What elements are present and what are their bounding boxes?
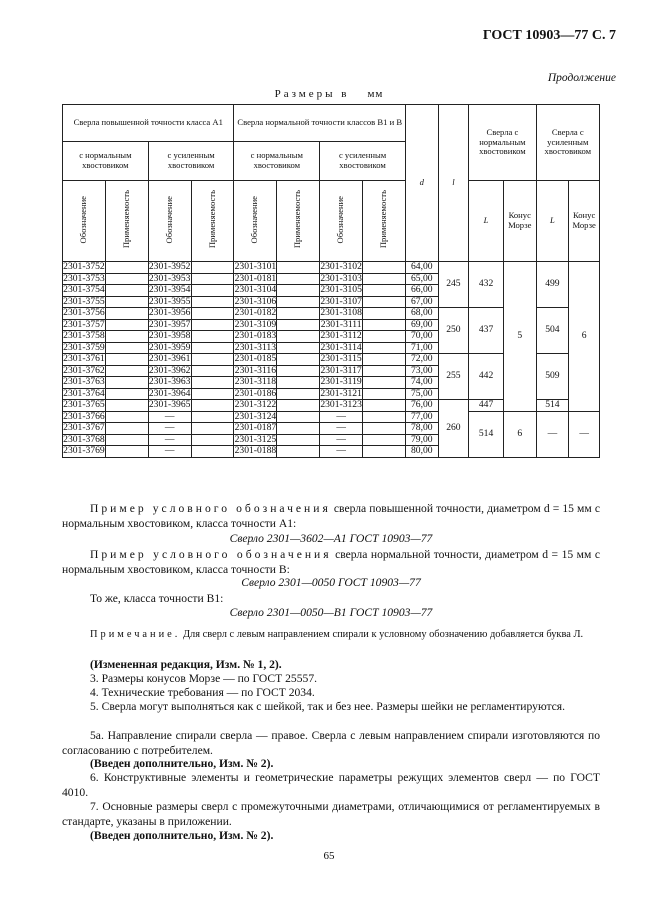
d-symbol: d <box>419 177 424 188</box>
item-3: 3. Размеры конусов Морзе — по ГОСТ 25557. <box>90 672 318 685</box>
code-cell: 2301-3752 <box>63 261 105 272</box>
col-L2: L <box>536 181 569 262</box>
b-reinforced-shank-header: с усиленным хвостовиком <box>320 142 406 181</box>
L2-cell: 514 <box>536 400 569 412</box>
col-designation-2: Обозначение <box>148 181 191 262</box>
example-1-code: Сверло 2301—3602—А1 ГОСТ 10903—77 <box>229 532 433 545</box>
changed-edition: (Измененная редакция, Изм. № 1, 2). <box>90 658 282 671</box>
d-header <box>405 105 438 262</box>
col-L1: L <box>469 181 504 262</box>
L2-cell: 504 <box>536 308 569 354</box>
dash-cell: — <box>148 434 191 446</box>
code-cell: 2301-3759 <box>63 341 105 353</box>
col-morse1: Конус Морзе <box>503 181 536 262</box>
code-cell: 2301-0181 <box>234 272 277 284</box>
page-header: ГОСТ 10903—77 С. 7 <box>482 28 616 43</box>
code-cell: 2301-3963 <box>148 376 191 387</box>
d-cell: 69,00 <box>405 319 438 331</box>
dash-cell: — <box>148 446 191 458</box>
code-cell: 2301-3762 <box>63 364 105 376</box>
code-cell: 2301-3124 <box>234 410 277 422</box>
d-cell: 78,00 <box>405 423 438 435</box>
morse2-cell: — <box>569 411 600 457</box>
example-3-code: Сверло 2301—0050—В1 ГОСТ 10903—77 <box>229 606 433 619</box>
L1-cell: 442 <box>469 354 504 400</box>
code-cell: 2301-3754 <box>63 284 105 295</box>
col-applicability-3: Применяемость <box>277 181 320 262</box>
code-cell: 2301-0186 <box>234 387 277 399</box>
d-cell: 80,00 <box>405 446 438 458</box>
d-cell: 75,00 <box>405 388 438 400</box>
code-cell: 2301-3113 <box>234 341 276 353</box>
L2-cell: 509 <box>536 354 569 400</box>
code-cell: 2301-3753 <box>63 272 105 284</box>
code-cell: 2301-3758 <box>63 330 105 341</box>
code-cell: 2301-3114 <box>320 341 362 353</box>
d-cell: 76,00 <box>405 400 438 412</box>
col-applicability-1: Применяемость <box>105 181 148 262</box>
code-cell: 2301-3953 <box>148 272 191 284</box>
code-cell: 2301-3104 <box>234 284 277 295</box>
added-note-1: (Введен дополнительно, Изм. № 2). <box>90 757 274 770</box>
caption-unit: мм <box>367 88 384 100</box>
morse2-cell: 6 <box>569 262 600 412</box>
code-cell: 2301-3112 <box>320 330 362 341</box>
d-cell: 68,00 <box>405 308 438 320</box>
dash-cell: — <box>320 411 363 423</box>
l-cell: 260 <box>438 400 469 458</box>
code-cell: 2301-3102 <box>320 261 362 272</box>
L1-cell: 447 <box>469 400 504 412</box>
note-text: Для сверл с левым направлением спирали к условному обозначению добавляется буква Л. <box>182 629 584 640</box>
dash-cell: — <box>148 423 191 435</box>
L1-cell: 437 <box>469 308 504 354</box>
code-cell: 2301-3101 <box>234 261 277 272</box>
code-cell: 2301-3106 <box>234 295 277 307</box>
code-cell: 2301-3768 <box>63 433 105 445</box>
code-cell: 2301-3111 <box>320 318 362 330</box>
item-4: 4. Технические требования — по ГОСТ 2034. <box>90 686 315 699</box>
code-cell: 2301-3123 <box>320 399 362 410</box>
a1-normal-shank-header: с нормальным хвостовиком <box>63 142 149 181</box>
col-designation-1: Обозначение <box>63 181 106 262</box>
d-cell: 64,00 <box>405 262 438 274</box>
L2-cell: — <box>536 411 569 457</box>
example-2-code: Сверло 2301—0050 ГОСТ 10903—77 <box>241 576 421 589</box>
L1-cell: 432 <box>469 262 504 308</box>
note <box>62 628 600 641</box>
d-cell: 67,00 <box>405 296 438 308</box>
dash-cell: — <box>320 434 363 446</box>
code-cell: 2301-3121 <box>320 387 362 399</box>
example-2 <box>62 548 600 577</box>
code-cell: 2301-3119 <box>320 376 362 387</box>
d-cell: 71,00 <box>405 342 438 354</box>
example-1-label: Пример условного обозначения <box>90 502 331 515</box>
item-5: 5. Сверла могут выполняться как с шейкой, так и без нее. Размеры шейки не регламентируются. <box>90 700 566 713</box>
code-cell: 2301-3956 <box>148 307 191 318</box>
code-cell: 2301-0185 <box>234 353 277 364</box>
code-cell: 2301-0187 <box>234 422 277 433</box>
table-caption <box>0 88 658 100</box>
d-cell: 73,00 <box>405 365 438 377</box>
dash-cell: — <box>320 446 363 458</box>
code-cell: 2301-0182 <box>234 307 277 318</box>
code-cell: 2301-3764 <box>63 387 105 399</box>
normal-shank-drill-header: Сверла с нормальным хвостовиком <box>469 105 536 181</box>
col-applicability-2: Применяемость <box>191 181 234 262</box>
example-2-label: Пример условного обозначения <box>90 548 332 561</box>
L2-cell: 499 <box>536 262 569 308</box>
l-cell: 255 <box>438 354 469 400</box>
code-cell: 2301-3965 <box>148 399 191 410</box>
l-symbol: l <box>452 177 455 188</box>
code-cell: 2301-3962 <box>148 364 191 376</box>
code-cell: 2301-3125 <box>234 433 277 445</box>
dash-cell: — <box>320 423 363 435</box>
code-cell: 2301-3105 <box>320 284 362 295</box>
reinforced-shank-drill-header: Сверла с усиленным хвостовиком <box>536 105 599 181</box>
d-cell: 65,00 <box>405 273 438 285</box>
col-morse2: Конус Морзе <box>569 181 600 262</box>
d-cell: 72,00 <box>405 354 438 366</box>
code-cell: 2301-3955 <box>148 295 191 307</box>
item-7: 7. Основные размеры сверл с промежуточными диаметрами, отличающимися от регламентируемых в стандарте, указаны в приложении. <box>62 800 600 828</box>
code-cell: 2301-3766 <box>63 410 105 422</box>
code-cell: 2301-3957 <box>148 318 191 330</box>
code-cell: 2301-3109 <box>234 318 277 330</box>
note-label: Примечание. <box>90 629 181 640</box>
page-number: 65 <box>323 850 335 862</box>
l-cell: 250 <box>438 308 469 354</box>
caption-text: Размеры в <box>274 88 350 100</box>
example-1-text: сверла повышенной точности, диаметром d = 15 мм с нормальным хвостовиком, класса точности А1: <box>62 502 600 530</box>
d-cell: 70,00 <box>405 331 438 343</box>
code-cell: 2301-3964 <box>148 387 191 399</box>
code-cell: 2301-3959 <box>148 341 191 353</box>
d-cell: 74,00 <box>405 377 438 389</box>
l-header <box>438 105 469 262</box>
code-cell: 2301-3116 <box>234 364 276 376</box>
dash-cell: — <box>148 411 191 423</box>
code-cell: 2301-3108 <box>320 307 362 318</box>
example-1 <box>62 502 600 531</box>
example-2-text: сверла нормальной точности, диаметром d = 15 мм с нормальным хвостовиком, класса точности В: <box>62 548 600 576</box>
item-5a: 5а. Направление спирали сверла — правое. Сверла с левым направлением спирали изготовляются по согласованию с потребителем. <box>62 729 600 757</box>
code-cell: 2301-3761 <box>63 353 105 364</box>
d-cell: 77,00 <box>405 411 438 423</box>
col-designation-4: Обозначение <box>320 181 363 262</box>
code-cell: 2301-3103 <box>320 272 362 284</box>
d-cell: 79,00 <box>405 434 438 446</box>
morse1-cell: 5 <box>503 262 536 412</box>
code-cell: 2301-3107 <box>320 295 362 307</box>
same-b1: То же, класса точности В1: <box>90 592 224 605</box>
col-designation-3: Обозначение <box>234 181 277 262</box>
code-cell: 2301-3115 <box>320 353 362 364</box>
code-cell: 2301-3961 <box>148 353 191 364</box>
code-cell: 2301-3755 <box>63 295 105 307</box>
code-cell: 2301-3765 <box>63 399 105 410</box>
morse1-cell: 6 <box>503 411 536 457</box>
added-note-2: (Введен дополнительно, Изм. № 2). <box>90 829 274 842</box>
group-b1b-header: Сверла нормальной точности классов В1 и В <box>234 105 405 142</box>
l-cell: 245 <box>438 262 469 308</box>
code-cell: 2301-3958 <box>148 330 191 341</box>
L1-cell: 514 <box>469 411 504 457</box>
group-a1-header: Сверла повышенной точности класса А1 <box>63 105 234 142</box>
code-cell: 2301-0183 <box>234 330 277 341</box>
d-cell: 66,00 <box>405 285 438 297</box>
code-cell: 2301-3763 <box>63 376 105 387</box>
continuation-label: Продолжение <box>547 72 616 84</box>
code-cell: 2301-3767 <box>63 422 105 433</box>
code-cell: 2301-3952 <box>148 261 191 272</box>
code-cell: 2301-3117 <box>320 364 362 376</box>
col-applicability-4: Применяемость <box>363 181 406 262</box>
item-6: 6. Конструктивные элементы и геометрические параметры режущих элементов сверл — по ГОСТ 4010. <box>62 771 600 799</box>
a1-reinforced-shank-header: с усиленным хвостовиком <box>148 142 234 181</box>
code-cell: 2301-3954 <box>148 284 191 295</box>
code-cell: 2301-3757 <box>63 318 105 330</box>
code-cell: 2301-3769 <box>63 445 105 456</box>
b-normal-shank-header: с нормальным хвостовиком <box>234 142 320 181</box>
code-cell: 2301-0188 <box>234 445 277 456</box>
code-cell: 2301-3122 <box>234 399 277 410</box>
code-cell: 2301-3756 <box>63 307 105 318</box>
code-cell: 2301-3118 <box>234 376 276 387</box>
drill-dimensions-table <box>62 104 600 458</box>
